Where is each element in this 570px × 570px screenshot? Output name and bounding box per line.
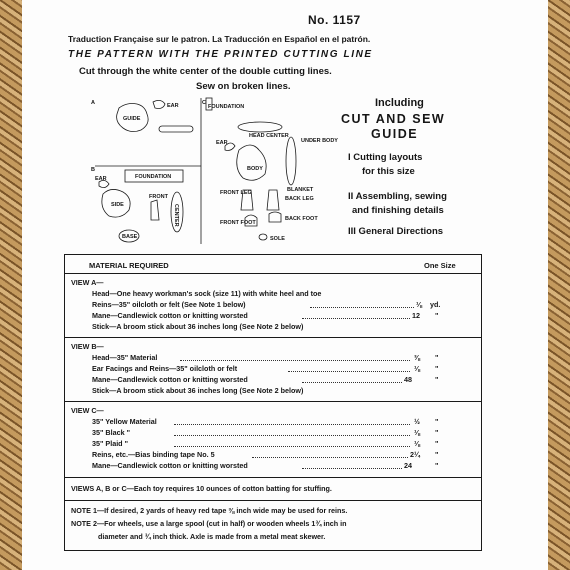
- table-row: 35" Yellow Material ½ ": [92, 417, 439, 426]
- rope-border-right: [548, 0, 570, 570]
- view-a-heading: VIEW A—: [71, 278, 104, 287]
- note-1: NOTE 1—If desired, 2 yards of heavy red tape ⅜ inch wide may be used for reins.: [71, 506, 348, 515]
- body-piece: [237, 145, 266, 180]
- size-header: One Size: [424, 261, 456, 270]
- base-label: BASE: [122, 234, 138, 240]
- guide-item-1: I Cutting layouts: [348, 152, 423, 163]
- pattern-number: No. 1157: [308, 13, 361, 27]
- diagram-label-c: C: [202, 100, 206, 106]
- table-row: Mane—Candlewick cotton or knitting worsted 24 ": [92, 461, 439, 470]
- guide-item-2: II Assembling, sewing: [348, 191, 447, 202]
- table-row: Mane—Candlewick cotton or knitting worsted 12 ": [92, 311, 439, 320]
- ear-label-a: EAR: [167, 103, 179, 109]
- under-body-piece: [286, 137, 296, 185]
- diagram-label-b: B: [91, 167, 95, 173]
- sole-piece: [259, 234, 267, 240]
- sew-instruction: Sew on broken lines.: [196, 81, 291, 92]
- guide-item-1-cont: for this size: [362, 166, 415, 177]
- table-row: Reins—35" oilcloth or felt (See Note 1 below) ⅛ yd.: [92, 300, 441, 309]
- diagram-label-a: A: [91, 100, 95, 106]
- sole-label: SOLE: [270, 236, 285, 242]
- printed-line-heading: THE PATTERN WITH THE PRINTED CUTTING LINE: [68, 49, 373, 60]
- back-leg-label: BACK LEG: [285, 196, 314, 202]
- foundation-label-c: FOUNDATION: [208, 104, 245, 110]
- view-c-heading: VIEW C—: [71, 406, 104, 415]
- center-label: CENTER: [173, 204, 179, 227]
- table-rule: [65, 401, 481, 402]
- foundation-label: FOUNDATION: [135, 174, 172, 180]
- table-rule: [65, 500, 481, 501]
- table-row: Reins, etc.—Bias binding tape No. 5 2¼ ": [92, 450, 439, 459]
- view-b-heading: VIEW B—: [71, 342, 104, 351]
- rein-piece: [159, 126, 193, 132]
- cutting-layout-diagram: [65, 94, 345, 254]
- back-foot-label: BACK FOOT: [285, 216, 318, 222]
- material-table: [64, 254, 482, 551]
- table-row: 35" Black " ⅛ ": [92, 428, 439, 437]
- table-rule: [65, 273, 481, 274]
- note-2-cont: diameter and ¾ inch thick. Axle is made from a metal meat skewer.: [98, 532, 326, 541]
- guide-cut-and-sew: CUT AND SEW: [341, 112, 446, 126]
- translation-note: Traduction Française sur le patron. La Traducción en Español en el patrón.: [68, 34, 371, 44]
- guide-including: Including: [375, 97, 424, 109]
- table-title: MATERIAL REQUIRED: [89, 261, 169, 270]
- table-row: Head—One heavy workman's sock (size 11) with white heel and toe: [92, 289, 322, 298]
- table-row: Ear Facings and Reins—35" oilcloth or felt ⅛ ": [92, 364, 439, 373]
- table-row: Head—35" Material ⅜ ": [92, 353, 439, 362]
- guide-label: GUIDE: [123, 116, 141, 122]
- blanket-label: BLANKET: [287, 187, 314, 193]
- ear-label-c: EAR: [216, 140, 228, 146]
- table-row: Stick—A broom stick about 36 inches long (See Note 2 below): [92, 322, 304, 331]
- guide-item-3: III General Directions: [348, 226, 444, 237]
- under-body-label: UNDER BODY: [301, 138, 338, 144]
- ear-piece-a: [153, 100, 165, 108]
- note-2: NOTE 2—For wheels, use a large spool (cut in half) or wooden wheels 1¾ inch in: [71, 519, 347, 528]
- guide-title: GUIDE: [371, 127, 419, 141]
- table-row: Stick—A broom stick about 36 inches long (See Note 2 below): [92, 386, 304, 395]
- table-row: Mane—Candlewick cotton or knitting worsted 48 ": [92, 375, 439, 384]
- table-rule: [65, 337, 481, 338]
- rope-border-left: [0, 0, 22, 570]
- cut-instruction: Cut through the white center of the double cutting lines.: [79, 66, 332, 77]
- views-note: VIEWS A, B or C—Each toy requires 10 ounces of cotton batting for stuffing.: [71, 484, 332, 493]
- back-leg-piece: [267, 190, 279, 210]
- body-label: BODY: [247, 166, 263, 172]
- front-leg-label: FRONT LEG: [220, 190, 252, 196]
- back-foot-piece: [269, 212, 281, 222]
- guide-item-2-cont: and finishing details: [352, 205, 444, 216]
- table-row: 35" Plaid " ⅛ ": [92, 439, 439, 448]
- head-center-piece: [238, 122, 282, 132]
- table-rule: [65, 477, 481, 478]
- ear-label-b: EAR: [95, 176, 107, 182]
- front-foot-label: FRONT FOOT: [220, 220, 256, 226]
- front-piece: [151, 200, 159, 220]
- side-label: SIDE: [111, 202, 124, 208]
- head-center-label: HEAD CENTER: [249, 133, 289, 139]
- front-label: FRONT: [149, 194, 168, 200]
